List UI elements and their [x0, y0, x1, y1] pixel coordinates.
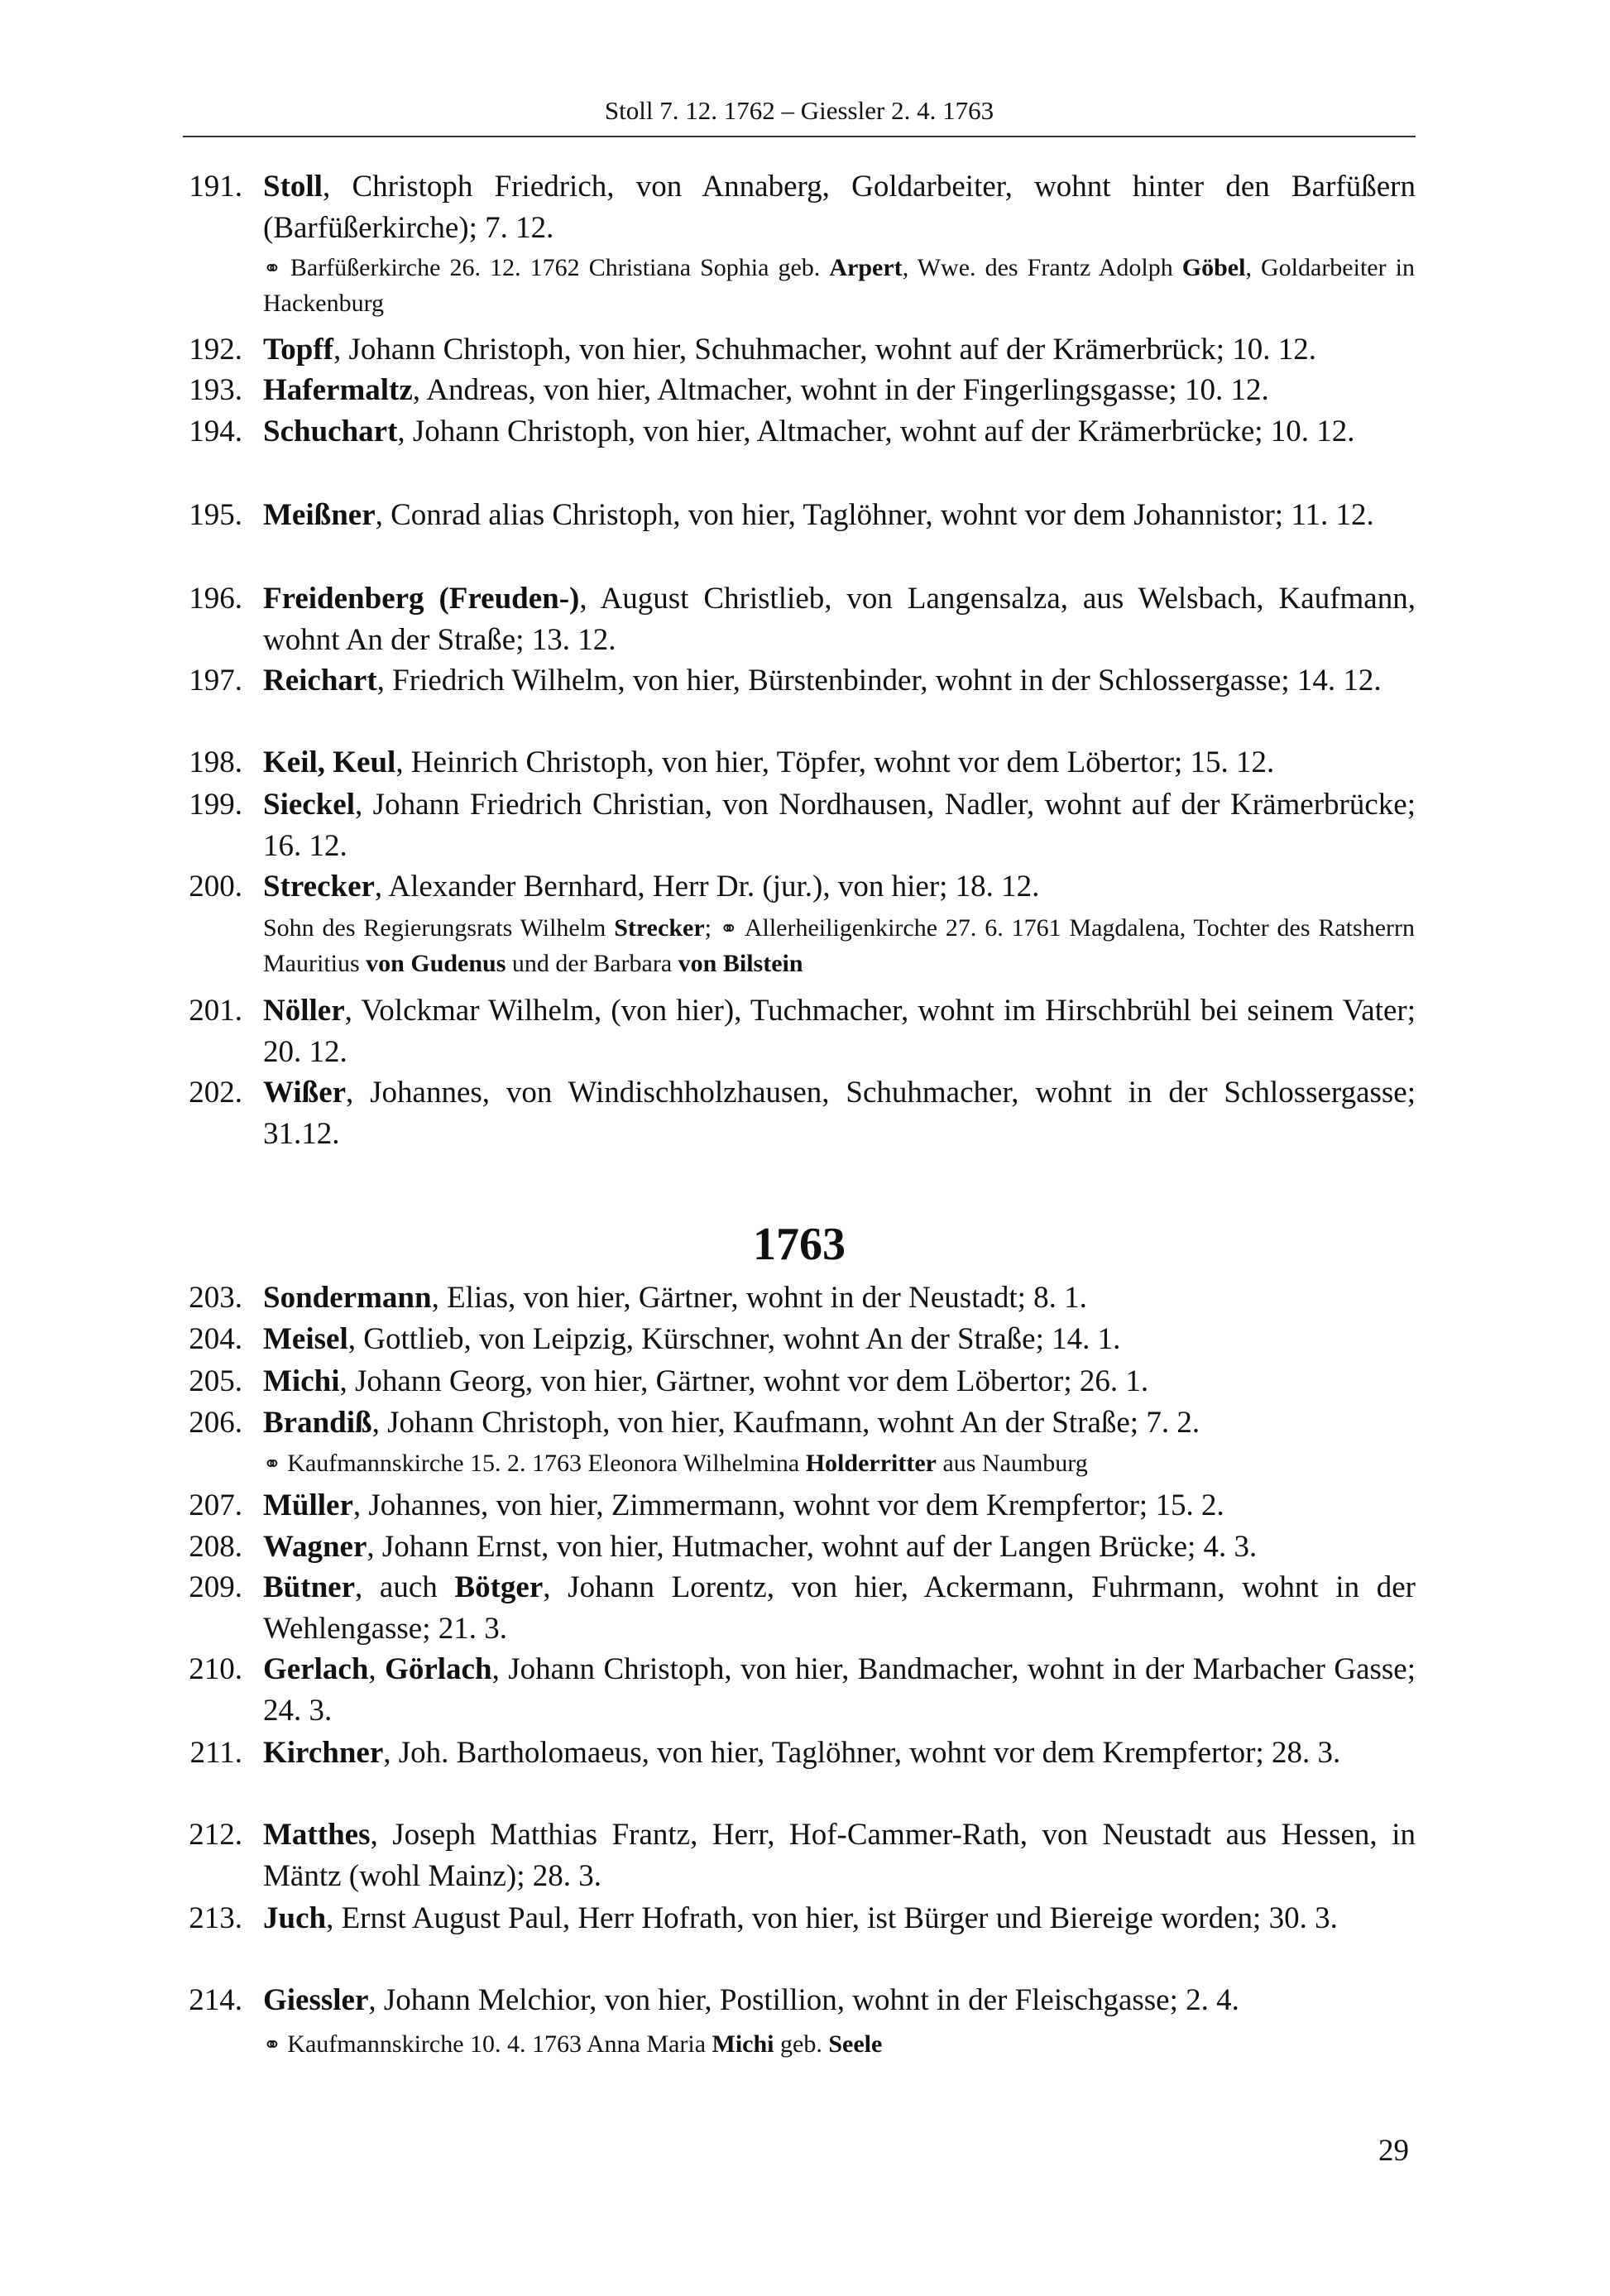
text-segment: Kaufmannskirche 10. 4. 1763 Anna Maria: [280, 2030, 712, 2058]
entry-number: 202.: [189, 1076, 242, 1110]
text-segment: , auch: [355, 1570, 455, 1604]
text-segment: , Volckmar Wilhelm, (von hier), Tuchmacher, wohnt im Hirschbrühl bei seinem Vater; 20. 12.: [263, 994, 1416, 1069]
register-entry: [183, 1567, 1416, 1650]
entry-number: 211.: [189, 1736, 242, 1770]
entry-text: [263, 1733, 1416, 1774]
entry-text: [263, 866, 1416, 908]
entry-number: 206.: [189, 1406, 242, 1440]
register-entry: [183, 990, 1416, 1073]
entry-text: [263, 1814, 1416, 1897]
bold-name: Strecker: [614, 914, 705, 942]
entry-text: [263, 1277, 1416, 1319]
bold-name: Giessler: [263, 1983, 369, 2017]
bold-name: Arpert: [829, 254, 903, 281]
bold-name: von Gudenus: [366, 950, 506, 977]
year-heading: 1763: [753, 1219, 846, 1270]
entry-text: [263, 1980, 1416, 2021]
entry-text: [263, 1319, 1416, 1360]
page-number: 29: [1378, 2134, 1409, 2168]
bold-name: Sieckel: [263, 788, 355, 822]
register-entry: [183, 1402, 1416, 1444]
text-segment: , Goldarbeiter in Hackenburg: [263, 254, 1416, 317]
bold-name: Bötger: [454, 1570, 544, 1604]
entry-number: 212.: [189, 1818, 242, 1852]
marriage-symbol-icon: ⚭: [263, 2033, 281, 2058]
entry-note: [263, 911, 1415, 981]
entry-number: 193.: [189, 373, 242, 407]
text-segment: , Johann Ernst, von hier, Hutmacher, wohnt auf der Langen Brücke; 4. 3.: [367, 1530, 1258, 1564]
register-entry: [183, 495, 1416, 536]
entry-text: [263, 660, 1416, 702]
entry-number: 214.: [189, 1983, 242, 2017]
register-entry: [183, 784, 1416, 867]
text-segment: Sohn des Regierungsrats Wilhelm: [263, 914, 615, 942]
entry-number: 203.: [189, 1281, 242, 1315]
register-entry: [183, 660, 1416, 702]
register-entry: [183, 1527, 1416, 1568]
text-segment: , Conrad alias Christoph, von hier, Taglöhner, wohnt vor dem Johannistor; 11. 12.: [375, 498, 1374, 532]
bold-name: Görlach: [385, 1652, 492, 1686]
register-entry: [183, 329, 1416, 371]
entry-text: [263, 1898, 1416, 1939]
bold-name: Holderritter: [805, 1450, 937, 1477]
entry-number: 197.: [189, 664, 242, 697]
bold-name: Strecker: [263, 870, 375, 904]
text-segment: , Ernst August Paul, Herr Hofrath, von hier, ist Bürger und Biereige worden; 30. 3.: [326, 1901, 1338, 1935]
bold-name: Wißer: [263, 1076, 347, 1110]
bold-name: Reichart: [263, 664, 377, 697]
bold-name: Brandiß: [263, 1406, 372, 1440]
register-entry: [183, 1814, 1416, 1897]
entry-text: [263, 370, 1416, 411]
bold-name: Müller: [263, 1488, 353, 1522]
entry-text: [263, 1567, 1416, 1650]
bold-name: Gerlach: [263, 1652, 369, 1686]
text-segment: , Gottlieb, von Leipzig, Kürschner, wohnt An der Straße; 14. 1.: [347, 1322, 1121, 1356]
text-segment: , Johann Friedrich Christian, von Nordhausen, Nadler, wohnt auf der Krämerbrücke; 16. 12.: [263, 788, 1416, 863]
register-entry: [183, 1319, 1416, 1360]
register-entry: [183, 866, 1416, 908]
text-segment: und der Barbara: [506, 950, 678, 977]
entry-number: 196.: [189, 582, 242, 616]
entry-number: 205.: [189, 1364, 242, 1398]
entry-note: [263, 1446, 1415, 1482]
text-segment: , Johann Lorentz, von hier, Ackermann, Fuhrmann, wohnt in der Wehlengasse; 21. 3.: [263, 1570, 1416, 1646]
text-segment: , Johannes, von hier, Zimmermann, wohnt vor dem Krempfertor; 15. 2.: [352, 1488, 1224, 1522]
marriage-symbol-icon: ⚭: [263, 256, 281, 281]
text-segment: aus Naumburg: [936, 1450, 1088, 1477]
text-segment: , Christoph Friedrich, von Annaberg, Goldarbeiter, wohnt hinter den Barfüßern (Barfüßerkirche); 7. 12.: [263, 170, 1416, 245]
text-segment: , Joh. Bartholomaeus, von hier, Taglöhner, wohnt vor dem Krempfertor; 28. 3.: [383, 1736, 1341, 1770]
text-segment: , Heinrich Christoph, von hier, Töpfer, wohnt vor dem Löbertor; 15. 12.: [395, 745, 1275, 779]
entry-text: [263, 990, 1416, 1073]
text-segment: , Alexander Bernhard, Herr Dr. (jur.), von hier; 18. 12.: [374, 870, 1040, 904]
text-segment: , Wwe. des Frantz Adolph: [902, 254, 1182, 281]
register-entry: [183, 370, 1416, 411]
bold-name: Seele: [828, 2030, 883, 2058]
header-rule: [183, 136, 1416, 137]
entry-number: 208.: [189, 1530, 242, 1564]
entry-text: [263, 1072, 1416, 1155]
text-segment: , Elias, von hier, Gärtner, wohnt in der Neustadt; 8. 1.: [431, 1281, 1087, 1315]
bold-name: Topff: [263, 333, 334, 367]
bold-name: Juch: [263, 1901, 327, 1935]
register-entry: [183, 1733, 1416, 1774]
bold-name: Sondermann: [263, 1281, 432, 1315]
text-segment: ;: [704, 914, 720, 942]
text-segment: , Johann Christoph, von hier, Altmacher, wohnt auf der Krämerbrücke; 10. 12.: [397, 415, 1355, 448]
entry-number: 194.: [189, 415, 242, 448]
bold-name: Stoll: [263, 170, 323, 204]
register-entry: [183, 742, 1416, 784]
register-entry: [183, 1485, 1416, 1527]
entry-number: 192.: [189, 333, 242, 367]
bold-name: Wagner: [263, 1530, 367, 1564]
bold-name: Matthes: [263, 1818, 371, 1852]
bold-name: Hafermaltz: [263, 373, 413, 407]
entry-text: [263, 495, 1416, 536]
entry-number: 191.: [189, 170, 242, 204]
bold-name: Michi: [263, 1364, 340, 1398]
marriage-symbol-icon: ⚭: [719, 917, 738, 942]
entry-number: 209.: [189, 1570, 242, 1604]
entry-number: 201.: [189, 994, 242, 1028]
bold-name: Göbel: [1181, 254, 1246, 281]
bold-name: Freidenberg (Freuden-): [263, 582, 580, 616]
register-entry: [183, 166, 1416, 249]
bold-name: von Bilstein: [678, 950, 803, 977]
entry-number: 195.: [189, 498, 242, 532]
entry-text: [263, 1485, 1416, 1527]
bold-name: Meißner: [263, 498, 376, 532]
entry-text: [263, 784, 1416, 867]
entry-text: [263, 742, 1416, 784]
bold-name: Michi: [712, 2030, 774, 2058]
entry-number: 199.: [189, 788, 242, 822]
register-entry: [183, 411, 1416, 453]
register-entry: [183, 578, 1416, 661]
entry-note: [263, 2027, 1415, 2063]
register-entry: [183, 1980, 1416, 2021]
running-head: Stoll 7. 12. 1762 – Giessler 2. 4. 1763: [604, 96, 994, 125]
entry-number: 198.: [189, 745, 242, 779]
bold-name: Bütner: [263, 1570, 355, 1604]
entry-number: 200.: [189, 870, 242, 904]
text-segment: Kaufmannskirche 15. 2. 1763 Eleonora Wilhelmina: [280, 1450, 806, 1477]
entry-number: 204.: [189, 1322, 242, 1356]
entry-text: [263, 329, 1416, 371]
text-segment: , August Christlieb, von Langensalza, aus Welsbach, Kaufmann, wohnt An der Straße; 13. 12.: [263, 582, 1416, 657]
entry-text: [263, 411, 1416, 453]
entry-number: 210.: [189, 1652, 242, 1686]
text-segment: , Johann Melchior, von hier, Postillion, wohnt in der Fleischgasse; 2. 4.: [368, 1983, 1239, 2017]
register-entry: [183, 1649, 1416, 1732]
bold-name: Kirchner: [263, 1736, 384, 1770]
bold-name: Keil, Keul: [263, 745, 396, 779]
bold-name: Meisel: [263, 1322, 348, 1356]
entry-text: [263, 578, 1416, 661]
text-segment: , Andreas, von hier, Altmacher, wohnt in der Fingerlingsgasse; 10. 12.: [412, 373, 1269, 407]
entry-text: [263, 1361, 1416, 1402]
register-entry: [183, 1072, 1416, 1155]
entry-number: 213.: [189, 1901, 242, 1935]
bold-name: Schuchart: [263, 415, 398, 448]
text-segment: Barfüßerkirche 26. 12. 1762 Christiana Sophia geb.: [280, 254, 830, 281]
text-segment: , Johann Christoph, von hier, Kaufmann, wohnt An der Straße; 7. 2.: [371, 1406, 1200, 1440]
entry-number: 207.: [189, 1488, 242, 1522]
text-segment: Allerheiligenkirche 27. 6. 1761 Magdalena, Tochter des Ratsherrn Mauritius: [263, 914, 1415, 977]
text-segment: geb.: [774, 2030, 829, 2058]
entry-note: [263, 251, 1415, 321]
text-segment: , Friedrich Wilhelm, von hier, Bürstenbinder, wohnt in der Schlossergasse; 14. 12.: [376, 664, 1382, 697]
text-segment: , Johannes, von Windischholzhausen, Schuhmacher, wohnt in der Schlossergasse; 31.12.: [263, 1076, 1416, 1151]
register-entry: [183, 1361, 1416, 1402]
entry-text: [263, 1527, 1416, 1568]
entry-text: [263, 166, 1416, 249]
text-segment: , Johann Georg, von hier, Gärtner, wohnt vor dem Löbertor; 26. 1.: [339, 1364, 1149, 1398]
text-segment: , Johann Christoph, von hier, Schuhmacher, wohnt auf der Krämerbrück; 10. 12.: [333, 333, 1316, 367]
text-segment: , Joseph Matthias Frantz, Herr, Hof-Cammer-Rath, von Neustadt aus Hessen, in Mäntz (wohl Mainz); 28. 3.: [263, 1818, 1416, 1893]
text-segment: , Johann Christoph, von hier, Bandmacher, wohnt in der Marbacher Gasse; 24. 3.: [263, 1652, 1416, 1728]
register-entry: [183, 1277, 1416, 1319]
entry-text: [263, 1402, 1416, 1444]
marriage-symbol-icon: ⚭: [263, 1452, 281, 1477]
bold-name: Nöller: [263, 994, 345, 1028]
text-segment: ,: [368, 1652, 386, 1686]
entry-text: [263, 1649, 1416, 1732]
register-entry: [183, 1898, 1416, 1939]
